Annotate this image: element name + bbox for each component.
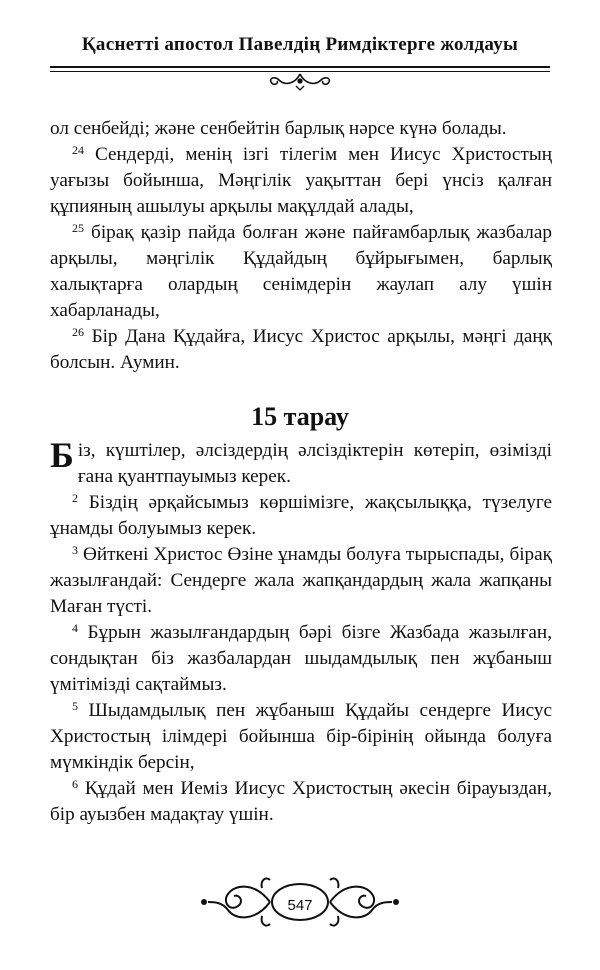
- verse-text: ол сенбейді; және сенбейтін барлық нәрсе күнә болады.: [50, 118, 507, 139]
- verse-text: бірақ қазір пайда болған және пайғамбарлық жазбалар арқылы, мәңгілік Құдайдың бұйрығымен, барлық халықтарға олардың сенімдерін жаулап алу үшін хабарланады,: [50, 222, 552, 321]
- page-number: 547: [287, 897, 313, 914]
- chapter-text-block: [50, 435, 552, 828]
- verse-text: Өйткені Христос Өзіне ұнамды болуға тырыспады, бірақ жазылғандай: Сендерге жала жапқандардың жала жапқаны Маған түсті.: [50, 544, 552, 617]
- chapter-first-verse: [50, 435, 552, 490]
- verse-number: 2: [72, 491, 78, 505]
- verse-5: [50, 698, 552, 776]
- verse-continuation: [50, 116, 552, 142]
- verse-26: [50, 324, 552, 376]
- verse-text: Шыдамдылық пен жұбаныш Құдайы сендерге Иисус Христостың ілімдері бойынша бір-бірінің ойында болуға мүмкіндік берсін,: [50, 700, 552, 773]
- verse-2: [50, 490, 552, 542]
- verse-text: Бұрын жазылғандардың бәрі бізге Жазбада жазылған, сондықтан біз жазбалардан шыдамдылық пен жұбаныш үмітімізді сақтаймыз.: [50, 622, 552, 695]
- verse-number: 6: [72, 777, 78, 791]
- top-text-block: [50, 116, 552, 376]
- verse-text: Біздің әрқайсымыз көршімізге, жақсылыққа, түзелуге ұнамды болуымыз керек.: [50, 492, 552, 539]
- verse-number: 25: [72, 221, 84, 235]
- verse-6: [50, 776, 552, 828]
- header-ornament-icon: [265, 70, 335, 92]
- verse-number: 5: [72, 699, 78, 713]
- verse-number: 26: [72, 325, 84, 339]
- verse-24: [50, 142, 552, 220]
- verse-4: [50, 620, 552, 698]
- verse-text: Құдай мен Иеміз Иисус Христостың әкесін бірауыздан, бір ауызбен мадақтау үшін.: [50, 778, 552, 825]
- verse-number: 4: [72, 621, 78, 635]
- drop-cap: Б: [50, 435, 74, 475]
- verse-text: із, күштілер, әлсіздердің әлсіздіктерін көтеріп, өзімізді ғана қуантпауымыз керек.: [77, 440, 552, 487]
- verse-text: Сендерді, менің ізгі тілегім мен Иисус Христостың уағызы бойынша, Мәңгілік уақыттан бері үнсіз қалған құпияның ашылуы арқылы мақұлдай алады,: [50, 144, 552, 217]
- header-rule-thick: [50, 66, 550, 68]
- verse-number: 24: [72, 143, 84, 157]
- verse-3: [50, 542, 552, 620]
- verse-number: 3: [72, 543, 78, 557]
- running-header: Қаснетті апостол Павелдің Римдіктерге жолдауы: [81, 34, 519, 55]
- verse-25: [50, 220, 552, 324]
- chapter-title: 15 тарау: [251, 402, 349, 431]
- verse-text: Бір Дана Құдайға, Иисус Христос арқылы, мәңгі даңқ болсын. Аумин.: [50, 326, 552, 373]
